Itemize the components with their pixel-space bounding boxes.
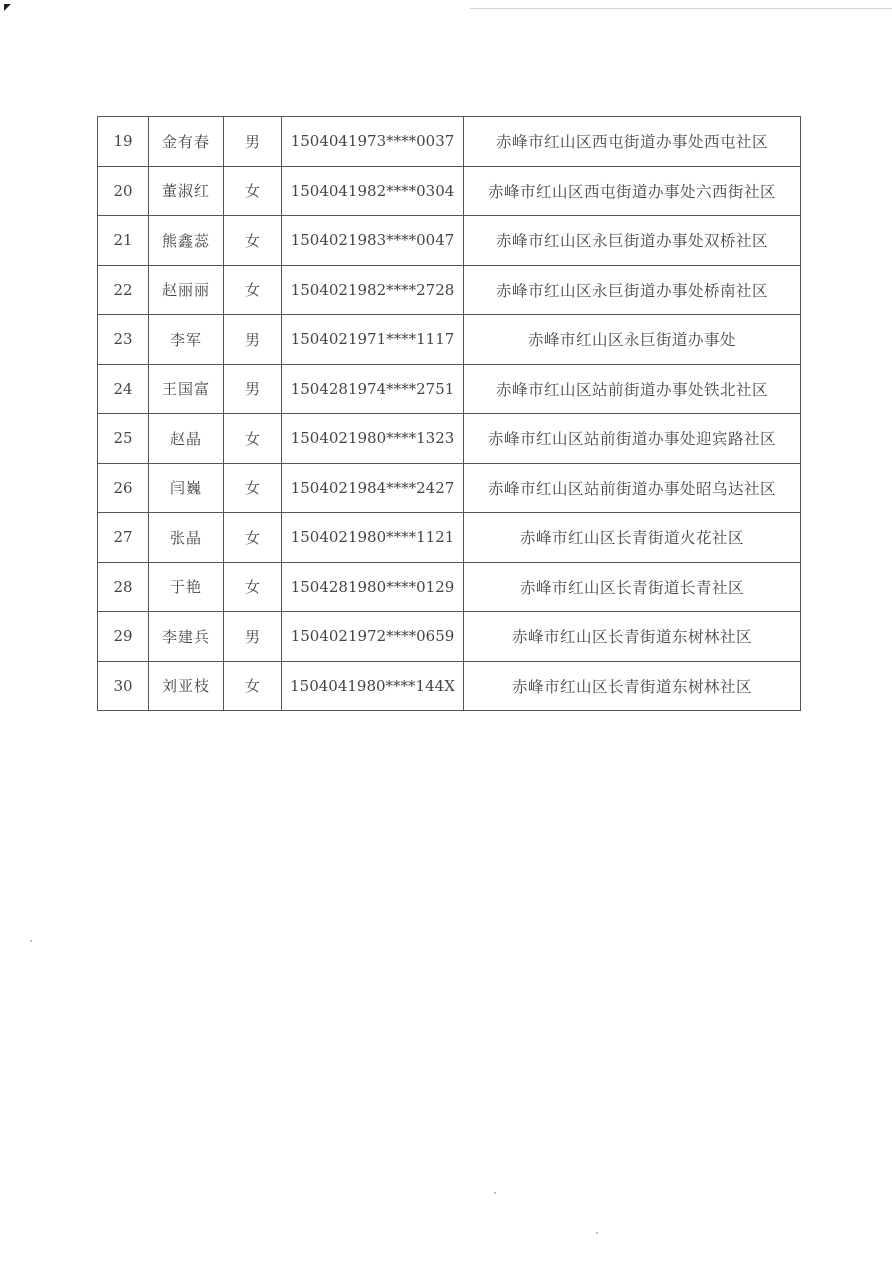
name-cell: 刘亚枝 <box>149 661 224 711</box>
id-number-cell: 1504041973****0037 <box>282 117 464 167</box>
address-cell: 赤峰市红山区站前街道办事处昭乌达社区 <box>464 463 801 513</box>
id-number-cell: 1504041982****0304 <box>282 166 464 216</box>
table-row <box>98 414 801 464</box>
gender-cell: 女 <box>224 265 282 315</box>
gender-cell: 男 <box>224 612 282 662</box>
scan-artifact-dot <box>494 1192 496 1194</box>
name-cell: 王国富 <box>149 364 224 414</box>
gender-cell: 女 <box>224 216 282 266</box>
id-number-cell: 1504021982****2728 <box>282 265 464 315</box>
table-row <box>98 463 801 513</box>
row-number-cell: 30 <box>98 661 149 711</box>
table-row <box>98 612 801 662</box>
name-cell: 张晶 <box>149 513 224 563</box>
gender-cell: 女 <box>224 562 282 612</box>
id-number-cell: 1504021980****1121 <box>282 513 464 563</box>
address-cell: 赤峰市红山区永巨街道办事处桥南社区 <box>464 265 801 315</box>
id-number-cell: 1504281974****2751 <box>282 364 464 414</box>
address-cell: 赤峰市红山区长青街道火花社区 <box>464 513 801 563</box>
table-row <box>98 364 801 414</box>
name-cell: 金有春 <box>149 117 224 167</box>
row-number-cell: 29 <box>98 612 149 662</box>
id-number-cell: 1504021984****2427 <box>282 463 464 513</box>
gender-cell: 女 <box>224 661 282 711</box>
row-number-cell: 27 <box>98 513 149 563</box>
row-number-cell: 24 <box>98 364 149 414</box>
row-number-cell: 28 <box>98 562 149 612</box>
row-number-cell: 19 <box>98 117 149 167</box>
address-cell: 赤峰市红山区永巨街道办事处 <box>464 315 801 365</box>
row-number-cell: 22 <box>98 265 149 315</box>
gender-cell: 女 <box>224 414 282 464</box>
gender-cell: 女 <box>224 463 282 513</box>
row-number-cell: 23 <box>98 315 149 365</box>
address-cell: 赤峰市红山区西屯街道办事处六西街社区 <box>464 166 801 216</box>
id-number-cell: 1504021980****1323 <box>282 414 464 464</box>
name-cell: 赵丽丽 <box>149 265 224 315</box>
name-cell: 熊鑫蕊 <box>149 216 224 266</box>
table-row <box>98 513 801 563</box>
row-number-cell: 26 <box>98 463 149 513</box>
table-row <box>98 315 801 365</box>
address-cell: 赤峰市红山区站前街道办事处迎宾路社区 <box>464 414 801 464</box>
address-cell: 赤峰市红山区永巨街道办事处双桥社区 <box>464 216 801 266</box>
table-row <box>98 562 801 612</box>
table-row <box>98 216 801 266</box>
address-cell: 赤峰市红山区长青街道东树林社区 <box>464 612 801 662</box>
row-number-cell: 21 <box>98 216 149 266</box>
gender-cell: 男 <box>224 364 282 414</box>
roster-table-wrapper <box>97 116 801 711</box>
gender-cell: 男 <box>224 315 282 365</box>
address-cell: 赤峰市红山区西屯街道办事处西屯社区 <box>464 117 801 167</box>
gender-cell: 男 <box>224 117 282 167</box>
table-row <box>98 117 801 167</box>
id-number-cell: 1504021971****1117 <box>282 315 464 365</box>
row-number-cell: 20 <box>98 166 149 216</box>
scan-artifact-dot <box>596 1232 598 1234</box>
name-cell: 闫巍 <box>149 463 224 513</box>
roster-table <box>97 116 801 711</box>
address-cell: 赤峰市红山区长青街道东树林社区 <box>464 661 801 711</box>
id-number-cell: 1504041980****144X <box>282 661 464 711</box>
address-cell: 赤峰市红山区长青街道长青社区 <box>464 562 801 612</box>
scan-artifact-dot <box>30 940 32 942</box>
id-number-cell: 1504021972****0659 <box>282 612 464 662</box>
name-cell: 于艳 <box>149 562 224 612</box>
gender-cell: 女 <box>224 513 282 563</box>
name-cell: 董淑红 <box>149 166 224 216</box>
name-cell: 李军 <box>149 315 224 365</box>
address-cell: 赤峰市红山区站前街道办事处铁北社区 <box>464 364 801 414</box>
table-row <box>98 265 801 315</box>
table-row <box>98 661 801 711</box>
table-row <box>98 166 801 216</box>
name-cell: 赵晶 <box>149 414 224 464</box>
row-number-cell: 25 <box>98 414 149 464</box>
name-cell: 李建兵 <box>149 612 224 662</box>
id-number-cell: 1504281980****0129 <box>282 562 464 612</box>
roster-table-body <box>98 117 801 711</box>
corner-mark <box>4 4 11 11</box>
scan-artifact-line <box>470 8 892 9</box>
id-number-cell: 1504021983****0047 <box>282 216 464 266</box>
gender-cell: 女 <box>224 166 282 216</box>
